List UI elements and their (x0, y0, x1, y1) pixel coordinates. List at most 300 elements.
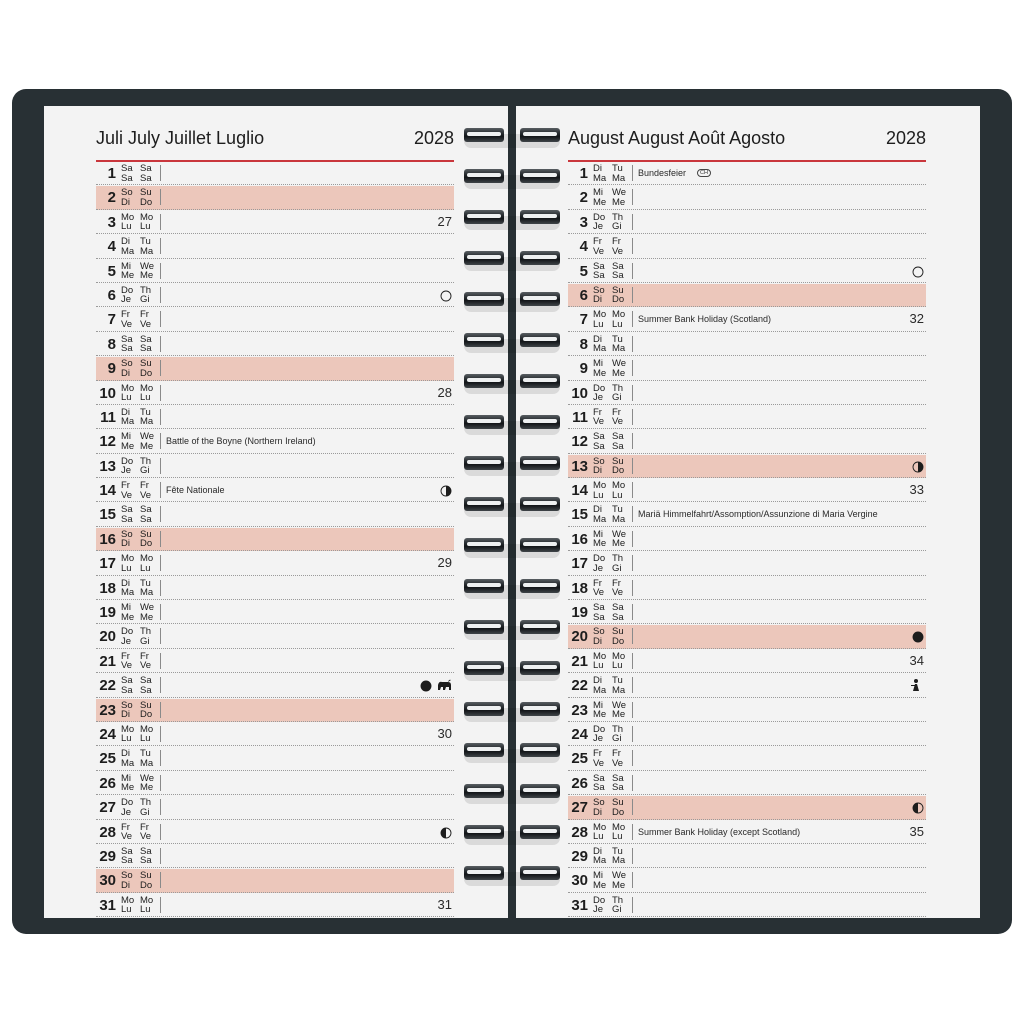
weekday-fr: Di (593, 465, 602, 477)
right-page-august (516, 106, 980, 918)
weekday-abbrev-en-it (612, 286, 624, 305)
day-number: 17 (571, 555, 588, 573)
weekday-de: Mo (121, 382, 135, 394)
weekday-en: Th (140, 797, 152, 809)
weekday-abbrev-de-fr (121, 652, 132, 671)
weekday-it: Gi (140, 294, 150, 306)
day-row[interactable] (96, 894, 454, 917)
weekday-it: Lu (612, 831, 623, 843)
weekday-it: Sa (612, 782, 624, 794)
weekday-fr: Me (593, 879, 607, 891)
day-row[interactable] (568, 747, 926, 770)
weekday-en: Th (612, 894, 624, 906)
day-number: 7 (579, 311, 588, 329)
day-row[interactable] (568, 211, 926, 234)
weekday-abbrev-de-fr (593, 530, 606, 549)
day-row[interactable] (568, 284, 926, 307)
weekday-abbrev-de-fr (593, 676, 606, 695)
weekday-it: Ve (612, 587, 624, 599)
weekday-it: Ve (140, 318, 152, 330)
day-number: 22 (571, 677, 588, 695)
day-row[interactable] (96, 625, 454, 648)
weekday-abbrev-en-it (140, 335, 152, 354)
day-row[interactable] (96, 747, 454, 770)
day-row[interactable] (568, 845, 926, 868)
day-row[interactable] (96, 308, 454, 331)
day-row[interactable] (96, 162, 454, 185)
day-list (568, 162, 926, 918)
weekday-abbrev-de-fr (121, 237, 134, 256)
day-row[interactable] (96, 869, 454, 892)
weekday-fr: Lu (593, 660, 604, 672)
day-row[interactable] (96, 796, 454, 819)
weekday-abbrev-de-fr (121, 310, 132, 329)
weekday-en: Su (140, 528, 152, 540)
day-number: 29 (99, 847, 116, 865)
day-row[interactable] (568, 796, 926, 819)
row-separator (632, 775, 633, 791)
weekday-abbrev-en-it (612, 384, 623, 403)
weekday-it: Sa (612, 611, 624, 623)
weekday-abbrev-en-it (140, 701, 152, 720)
day-row[interactable] (96, 577, 454, 600)
weekday-abbrev-de-fr (121, 847, 133, 866)
weekday-fr: Di (593, 635, 602, 647)
weekday-fr: Ma (121, 757, 135, 769)
day-row[interactable] (96, 357, 454, 380)
weekday-abbrev-de-fr (593, 188, 606, 207)
weekday-en: Fr (612, 748, 621, 760)
day-row[interactable] (96, 211, 454, 234)
weekday-abbrev-en-it (140, 359, 152, 378)
weekday-it: Sa (612, 270, 624, 282)
day-row[interactable] (96, 821, 454, 844)
day-row[interactable] (96, 528, 454, 551)
weekday-it: Do (612, 806, 625, 818)
row-separator (632, 238, 633, 254)
weekday-abbrev-en-it (612, 627, 624, 646)
weekday-en: We (140, 602, 155, 614)
day-row[interactable] (96, 284, 454, 307)
weekday-fr: Di (593, 806, 602, 818)
weekday-fr: Sa (593, 270, 605, 282)
day-number: 17 (99, 555, 116, 573)
day-list (96, 162, 454, 918)
weekday-fr: Sa (121, 172, 133, 184)
week-number: 30 (437, 725, 452, 741)
row-separator (160, 897, 161, 913)
day-number: 11 (572, 408, 588, 426)
row-separator (632, 580, 633, 596)
weekday-de: Do (593, 382, 606, 394)
weekday-abbrev-en-it (140, 603, 154, 622)
week-number: 35 (909, 823, 924, 839)
weekday-en: Su (612, 284, 624, 296)
weekday-en: Su (140, 187, 152, 199)
row-separator (632, 799, 633, 815)
holiday-note: Summer Bank Holiday (Scotland) (638, 314, 772, 325)
weekday-abbrev-en-it (140, 896, 153, 915)
weekday-it: Do (140, 196, 153, 208)
weekday-en: Tu (612, 333, 623, 345)
day-number: 8 (579, 335, 588, 353)
day-number: 26 (571, 774, 588, 792)
day-row[interactable] (96, 601, 454, 624)
weekday-it: Sa (140, 343, 152, 355)
weekday-fr: Je (121, 806, 132, 818)
weekday-it: Ve (612, 757, 624, 769)
weekday-fr: Sa (121, 343, 133, 355)
day-row[interactable] (568, 479, 926, 502)
day-number: 21 (99, 652, 116, 670)
weekday-fr: Ve (121, 831, 133, 843)
day-number: 10 (99, 384, 116, 402)
weekday-abbrev-de-fr (593, 213, 605, 232)
weekday-de: Mo (121, 553, 135, 565)
weekday-en: Tu (140, 577, 151, 589)
weekday-fr: Ve (593, 416, 605, 428)
weekday-de: Di (593, 504, 602, 516)
weekday-en: Su (612, 626, 624, 638)
weekday-abbrev-de-fr (121, 603, 134, 622)
weekday-en: Mo (140, 382, 154, 394)
day-row[interactable] (96, 186, 454, 209)
weekday-de: Do (593, 894, 606, 906)
day-row[interactable] (96, 382, 454, 405)
day-row[interactable] (568, 699, 926, 722)
day-row[interactable] (568, 528, 926, 551)
day-row[interactable] (568, 577, 926, 600)
day-row[interactable] (96, 260, 454, 283)
weekday-abbrev-de-fr (593, 554, 605, 573)
day-row[interactable] (568, 162, 926, 185)
weekday-abbrev-de-fr (593, 310, 606, 329)
weekday-fr: Sa (121, 513, 133, 525)
day-number: 13 (99, 457, 116, 475)
weekday-de: So (121, 870, 133, 882)
weekday-en: Fr (140, 480, 149, 492)
day-row[interactable] (96, 430, 454, 453)
day-row[interactable] (568, 552, 926, 575)
row-separator (632, 897, 633, 913)
row-separator (160, 872, 161, 888)
day-row[interactable] (568, 382, 926, 405)
full-moon-icon (440, 289, 452, 301)
day-row[interactable] (96, 650, 454, 673)
day-row[interactable] (568, 333, 926, 356)
weekday-fr: Je (593, 733, 604, 745)
weekday-en: Th (140, 284, 152, 296)
row-separator (160, 311, 161, 327)
day-row[interactable] (568, 357, 926, 380)
day-row[interactable] (568, 260, 926, 283)
weekday-abbrev-en-it (612, 530, 626, 549)
weekday-abbrev-de-fr (593, 432, 605, 451)
last-quarter-icon (912, 460, 924, 472)
holiday-note: Summer Bank Holiday (except Scotland) (638, 826, 801, 837)
weekday-en: Mo (612, 821, 626, 833)
weekday-abbrev-en-it (140, 408, 153, 427)
weekday-de: Di (121, 406, 130, 418)
weekday-abbrev-en-it (140, 627, 151, 646)
day-row[interactable] (96, 699, 454, 722)
day-row[interactable] (96, 455, 454, 478)
weekday-abbrev-de-fr (593, 286, 605, 305)
weekday-fr: Ma (121, 416, 135, 428)
weekday-abbrev-en-it (612, 457, 624, 476)
weekday-abbrev-en-it (140, 310, 151, 329)
weekday-abbrev-de-fr (593, 262, 605, 281)
weekday-en: Tu (140, 406, 151, 418)
binding-ring (460, 413, 564, 435)
row-separator (632, 677, 633, 693)
weekday-en: Sa (612, 431, 624, 443)
weekday-it: Me (612, 538, 626, 550)
weekday-abbrev-en-it (140, 481, 151, 500)
weekday-fr: Ve (121, 489, 133, 501)
row-separator (632, 385, 633, 401)
weekday-it: Gi (140, 635, 150, 647)
day-number: 26 (99, 774, 116, 792)
holiday-note: Mariä Himmelfahrt/Assomption/Assunzione di Maria Vergine (638, 509, 878, 520)
day-row[interactable] (96, 406, 454, 429)
binding-ring (460, 700, 564, 722)
weekday-fr: Lu (593, 318, 604, 330)
weekday-de: Mo (121, 723, 135, 735)
day-row[interactable] (568, 455, 926, 478)
weekday-fr: Ma (593, 855, 607, 867)
day-row[interactable] (96, 235, 454, 258)
weekday-de: Mi (121, 602, 132, 614)
day-row[interactable] (568, 235, 926, 258)
weekday-abbrev-de-fr (121, 384, 134, 403)
day-row[interactable] (568, 821, 926, 844)
weekday-abbrev-en-it (612, 432, 624, 451)
day-row[interactable] (568, 625, 926, 648)
weekday-fr: Ve (593, 587, 605, 599)
weekday-en: Sa (140, 675, 152, 687)
day-number: 24 (571, 725, 588, 743)
weekday-de: Di (121, 748, 130, 760)
row-separator (160, 824, 161, 840)
row-separator (632, 409, 633, 425)
day-row[interactable] (96, 333, 454, 356)
row-separator (160, 628, 161, 644)
day-row[interactable] (96, 674, 454, 697)
month-title: Juli July Juillet Luglio (96, 128, 265, 148)
weekday-de: Sa (121, 845, 133, 857)
virgo-icon (908, 678, 924, 692)
day-number: 15 (99, 506, 116, 524)
weekday-fr: Sa (121, 855, 133, 867)
binding-ring (460, 536, 564, 558)
day-row[interactable] (568, 772, 926, 795)
weekday-abbrev-de-fr (121, 627, 133, 646)
weekday-it: Ma (612, 343, 626, 355)
binding-ring (460, 208, 564, 230)
weekday-fr: Je (121, 635, 132, 647)
weekday-de: Mo (593, 480, 607, 492)
weekday-abbrev-en-it (612, 554, 623, 573)
row-separator (632, 702, 633, 718)
first-quarter-icon (440, 826, 452, 838)
weekday-abbrev-en-it (612, 262, 624, 281)
weekday-de: Mo (121, 211, 135, 223)
day-row[interactable] (96, 723, 454, 746)
weekday-fr: Ma (593, 172, 607, 184)
day-row[interactable] (568, 894, 926, 917)
day-row[interactable] (568, 406, 926, 429)
weekday-abbrev-de-fr (593, 505, 606, 524)
week-number: 33 (909, 482, 924, 498)
weekday-de: So (593, 797, 605, 809)
day-number: 9 (107, 360, 116, 378)
first-quarter-icon (912, 801, 924, 813)
weekday-fr: Je (593, 904, 604, 916)
weekday-en: Sa (140, 504, 152, 516)
weekday-it: Ve (140, 660, 152, 672)
weekday-en: We (612, 528, 627, 540)
weekday-abbrev-de-fr (121, 554, 134, 573)
day-number: 4 (107, 238, 116, 256)
day-row[interactable] (96, 845, 454, 868)
weekday-abbrev-en-it (612, 408, 623, 427)
weekday-fr: Ve (593, 245, 605, 257)
weekday-abbrev-en-it (140, 652, 151, 671)
weekday-de: Mi (593, 358, 604, 370)
day-row[interactable] (96, 479, 454, 502)
day-number: 13 (571, 457, 588, 475)
row-separator (632, 214, 633, 230)
binding-ring (460, 618, 564, 640)
day-number: 10 (571, 384, 588, 402)
weekday-en: Fr (612, 236, 621, 248)
weekday-it: Me (612, 367, 626, 379)
weekday-de: Mi (593, 699, 604, 711)
weekday-abbrev-de-fr (593, 481, 606, 500)
weekday-abbrev-en-it (140, 530, 152, 549)
weekday-abbrev-en-it (140, 505, 152, 524)
weekday-abbrev-en-it (140, 749, 153, 768)
day-row[interactable] (568, 186, 926, 209)
weekday-abbrev-en-it (140, 213, 153, 232)
weekday-abbrev-en-it (140, 384, 153, 403)
weekday-de: Fr (121, 480, 130, 492)
day-number: 16 (99, 530, 116, 548)
binding-ring (460, 290, 564, 312)
year-label: 2028 (413, 128, 454, 148)
weekday-abbrev-en-it (140, 237, 153, 256)
binding-ring (460, 454, 564, 476)
weekday-de: Do (121, 797, 134, 809)
weekday-en: Mo (140, 723, 154, 735)
day-row[interactable] (568, 869, 926, 892)
weekday-abbrev-de-fr (593, 701, 606, 720)
row-separator (160, 287, 161, 303)
weekday-de: So (593, 626, 605, 638)
month-header (96, 126, 454, 162)
holiday-note: Battle of the Boyne (Northern Ireland) (166, 436, 316, 447)
weekday-abbrev-en-it (612, 798, 624, 817)
weekday-it: Do (612, 294, 625, 306)
weekday-abbrev-de-fr (593, 847, 606, 866)
weekday-it: Gi (140, 465, 150, 477)
day-number: 22 (99, 677, 116, 695)
row-separator (160, 799, 161, 815)
weekday-it: Me (612, 709, 626, 721)
weekday-abbrev-de-fr (121, 457, 133, 476)
weekday-en: Fr (140, 650, 149, 662)
day-row[interactable] (568, 650, 926, 673)
weekday-en: Tu (612, 675, 623, 687)
weekday-abbrev-de-fr (121, 286, 133, 305)
day-row[interactable] (568, 674, 926, 697)
day-row[interactable] (96, 503, 454, 526)
weekday-de: Do (593, 211, 606, 223)
weekday-de: Di (593, 333, 602, 345)
day-row[interactable] (96, 552, 454, 575)
weekday-en: Tu (612, 163, 623, 174)
weekday-abbrev-de-fr (593, 652, 606, 671)
day-number: 4 (579, 238, 588, 256)
row-separator (632, 506, 633, 522)
weekday-en: We (612, 870, 627, 882)
day-row[interactable] (568, 503, 926, 526)
day-number: 14 (571, 482, 588, 500)
binding-ring (460, 741, 564, 763)
day-number: 1 (579, 165, 588, 182)
weekday-abbrev-de-fr (593, 627, 605, 646)
row-separator (160, 433, 161, 449)
weekday-de: Sa (593, 772, 605, 784)
weekday-abbrev-en-it (612, 213, 623, 232)
weekday-de: Di (593, 163, 602, 174)
day-row[interactable] (568, 723, 926, 746)
weekday-fr: Lu (121, 221, 132, 233)
binding-ring (460, 331, 564, 353)
weekday-de: Sa (121, 163, 133, 174)
weekday-de: So (121, 187, 133, 199)
day-row[interactable] (568, 430, 926, 453)
row-separator (160, 189, 161, 205)
weekday-fr: Je (121, 294, 132, 306)
weekday-en: Tu (612, 504, 623, 516)
full-moon-icon (912, 265, 924, 277)
weekday-en: Th (140, 626, 152, 638)
weekday-it: Lu (612, 489, 623, 501)
weekday-abbrev-de-fr (121, 262, 134, 281)
weekday-de: Sa (121, 333, 133, 345)
weekday-fr: Me (593, 196, 607, 208)
weekday-en: Fr (140, 821, 149, 833)
weekday-en: We (140, 431, 155, 443)
binding-ring (460, 577, 564, 599)
day-row[interactable] (568, 308, 926, 331)
day-number: 5 (579, 262, 588, 280)
weekday-fr: Sa (593, 440, 605, 452)
day-number: 23 (99, 701, 116, 719)
day-row[interactable] (96, 772, 454, 795)
weekday-en: Th (612, 382, 624, 394)
weekday-abbrev-en-it (140, 725, 153, 744)
weekday-en: Th (612, 211, 624, 223)
weekday-fr: Ma (593, 343, 607, 355)
weekday-it: Gi (612, 733, 622, 745)
day-row[interactable] (568, 601, 926, 624)
day-number: 18 (571, 579, 588, 597)
weekday-fr: Di (121, 538, 130, 550)
weekday-it: Me (140, 270, 154, 282)
